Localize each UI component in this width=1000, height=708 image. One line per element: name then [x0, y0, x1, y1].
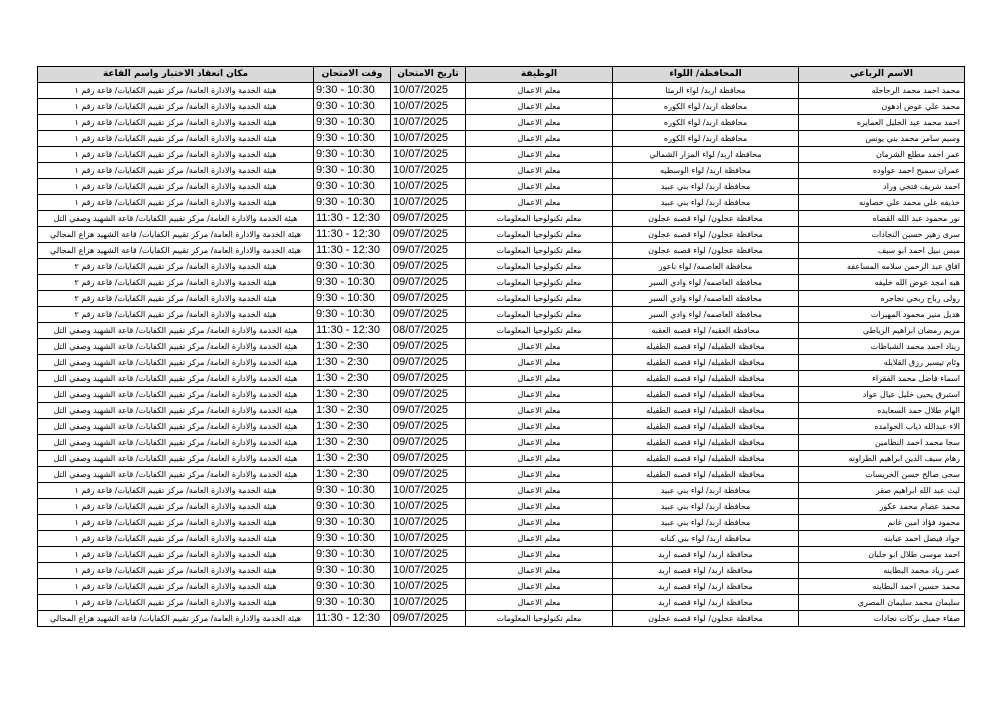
- cell-job: معلم الاعمال: [466, 499, 613, 515]
- cell-date: 10/07/2025: [391, 83, 466, 99]
- cell-time: 1:30 - 2:30: [314, 403, 391, 419]
- cell-date: 09/07/2025: [391, 243, 466, 259]
- table-row: [38, 611, 965, 627]
- cell-name: رولى رباح ربحي نجاجره: [799, 291, 965, 307]
- cell-name: احمد موسى طلال ابو جلبان: [799, 547, 965, 563]
- cell-job: معلم الاعمال: [466, 547, 613, 563]
- cell-date: 10/07/2025: [391, 163, 466, 179]
- cell-job: معلم الاعمال: [466, 131, 613, 147]
- cell-name: حذيفه علي محمد علي خصاونه: [799, 195, 965, 211]
- cell-job: معلم الاعمال: [466, 467, 613, 483]
- cell-date: 10/07/2025: [391, 195, 466, 211]
- table-row: [38, 403, 965, 419]
- cell-time: 9:30 - 10:30: [314, 547, 391, 563]
- cell-name: احمد شريف فتحي وراد: [799, 179, 965, 195]
- cell-time: 1:30 - 2:30: [314, 467, 391, 483]
- cell-date: 09/07/2025: [391, 259, 466, 275]
- cell-job: معلم الاعمال: [466, 115, 613, 131]
- cell-governorate: محافظة اربد/ لواء بني كنانه: [613, 531, 799, 547]
- cell-venue: هيئة الخدمة والادارة العامة/ مركز تقييم الكفايات/ قاعة رقم ٢: [38, 275, 314, 291]
- cell-name: اسماء فاضل محمد الفقراء: [799, 371, 965, 387]
- cell-time: 11:30 - 12:30: [314, 211, 391, 227]
- cell-name: محمد احمد محمد الرحاحله: [799, 83, 965, 99]
- table-row: [38, 371, 965, 387]
- cell-venue: هيئة الخدمة والادارة العامة/ مركز تقييم الكفايات/ قاعة رقم ٢: [38, 291, 314, 307]
- cell-venue: هيئة الخدمة والادارة العامة/ مركز تقييم الكفايات/ قاعة رقم ١: [38, 531, 314, 547]
- cell-date: 09/07/2025: [391, 355, 466, 371]
- cell-date: 09/07/2025: [391, 227, 466, 243]
- cell-date: 09/07/2025: [391, 371, 466, 387]
- cell-job: معلم تكنولوجيا المعلومات: [466, 307, 613, 323]
- table-row: [38, 323, 965, 339]
- cell-name: سجى صالح حسن الخريسات: [799, 467, 965, 483]
- cell-time: 9:30 - 10:30: [314, 515, 391, 531]
- cell-governorate: محافظة اربد/ لواء الكوره: [613, 115, 799, 131]
- cell-name: ليث عبد الله ابراهيم صقر: [799, 483, 965, 499]
- cell-name: ريناد احمد محمد الشباطات: [799, 339, 965, 355]
- cell-name: مريم رمضان ابراهيم الرياطي: [799, 323, 965, 339]
- cell-job: معلم الاعمال: [466, 435, 613, 451]
- table-row: [38, 131, 965, 147]
- cell-venue: هيئة الخدمة والادارة العامة/ مركز تقييم الكفايات/ قاعة الشهيد هزاع المجالي: [38, 243, 314, 259]
- cell-venue: هيئة الخدمة والادارة العامة/ مركز تقييم الكفايات/ قاعة رقم ١: [38, 83, 314, 99]
- cell-governorate: محافظة العاصمه/ لواء وادي السير: [613, 291, 799, 307]
- cell-name: سرى زهير حسين النجادات: [799, 227, 965, 243]
- cell-date: 10/07/2025: [391, 115, 466, 131]
- cell-job: معلم الاعمال: [466, 451, 613, 467]
- cell-date: 10/07/2025: [391, 579, 466, 595]
- cell-time: 9:30 - 10:30: [314, 275, 391, 291]
- cell-time: 9:30 - 10:30: [314, 163, 391, 179]
- cell-venue: هيئة الخدمة والادارة العامة/ مركز تقييم الكفايات/ قاعة رقم ١: [38, 179, 314, 195]
- cell-governorate: محافظة اربد/ لواء بني عبيد: [613, 499, 799, 515]
- cell-job: معلم الاعمال: [466, 83, 613, 99]
- cell-date: 09/07/2025: [391, 275, 466, 291]
- table-row: [38, 595, 965, 611]
- cell-name: محمد عصام محمد عكور: [799, 499, 965, 515]
- table-row: [38, 163, 965, 179]
- cell-governorate: محافظة الطفيله/ لواء قصبه الطفيله: [613, 435, 799, 451]
- cell-job: معلم الاعمال: [466, 531, 613, 547]
- cell-date: 09/07/2025: [391, 435, 466, 451]
- cell-governorate: محافظة العاصمه/ لواء ناعور: [613, 259, 799, 275]
- table-row: [38, 243, 965, 259]
- cell-job: معلم الاعمال: [466, 179, 613, 195]
- cell-time: 9:30 - 10:30: [314, 195, 391, 211]
- cell-time: 9:30 - 10:30: [314, 99, 391, 115]
- cell-governorate: محافظة اربد/ لواء قصبه اربد: [613, 579, 799, 595]
- cell-venue: هيئة الخدمة والادارة العامة/ مركز تقييم الكفايات/ قاعة الشهيد وصفي التل: [38, 419, 314, 435]
- cell-time: 9:30 - 10:30: [314, 179, 391, 195]
- table-row: [38, 259, 965, 275]
- cell-venue: هيئة الخدمة والادارة العامة/ مركز تقييم الكفايات/ قاعة الشهيد هزاع المجالي: [38, 227, 314, 243]
- cell-name: عمر زياد محمد البطاينه: [799, 563, 965, 579]
- cell-date: 09/07/2025: [391, 339, 466, 355]
- cell-date: 09/07/2025: [391, 211, 466, 227]
- cell-date: 10/07/2025: [391, 179, 466, 195]
- cell-venue: هيئة الخدمة والادارة العامة/ مركز تقييم الكفايات/ قاعة الشهيد وصفي التل: [38, 467, 314, 483]
- header-date: تاريخ الامتحان: [391, 67, 466, 83]
- cell-date: 09/07/2025: [391, 611, 466, 627]
- cell-venue: هيئة الخدمة والادارة العامة/ مركز تقييم الكفايات/ قاعة الشهيد هزاع المجالي: [38, 611, 314, 627]
- cell-governorate: محافظة اربد/ لواء قصبه اربد: [613, 595, 799, 611]
- cell-venue: هيئة الخدمة والادارة العامة/ مركز تقييم الكفايات/ قاعة الشهيد وصفي التل: [38, 355, 314, 371]
- table-row: [38, 515, 965, 531]
- cell-venue: هيئة الخدمة والادارة العامة/ مركز تقييم الكفايات/ قاعة الشهيد وصفي التل: [38, 371, 314, 387]
- cell-date: 10/07/2025: [391, 515, 466, 531]
- cell-name: عمران سميح احمد عواوده: [799, 163, 965, 179]
- table-row: [38, 147, 965, 163]
- cell-job: معلم تكنولوجيا المعلومات: [466, 211, 613, 227]
- cell-job: معلم الاعمال: [466, 579, 613, 595]
- cell-venue: هيئة الخدمة والادارة العامة/ مركز تقييم الكفايات/ قاعة الشهيد وصفي التل: [38, 403, 314, 419]
- cell-time: 9:30 - 10:30: [314, 83, 391, 99]
- exam-schedule-table: [37, 66, 965, 627]
- table-row: [38, 563, 965, 579]
- cell-name: عمر احمد مطلع الشرمان: [799, 147, 965, 163]
- cell-job: معلم تكنولوجيا المعلومات: [466, 227, 613, 243]
- table-row: [38, 435, 965, 451]
- cell-job: معلم الاعمال: [466, 387, 613, 403]
- cell-venue: هيئة الخدمة والادارة العامة/ مركز تقييم الكفايات/ قاعة الشهيد وصفي التل: [38, 451, 314, 467]
- cell-time: 9:30 - 10:30: [314, 131, 391, 147]
- table-row: [38, 211, 965, 227]
- cell-governorate: محافظة اربد/ لواء الكوره: [613, 99, 799, 115]
- cell-name: ميس نبيل احمد ابو سيف: [799, 243, 965, 259]
- cell-time: 1:30 - 2:30: [314, 355, 391, 371]
- cell-name: محمود فؤاد امين غانم: [799, 515, 965, 531]
- cell-time: 9:30 - 10:30: [314, 531, 391, 547]
- table-row: [38, 227, 965, 243]
- cell-date: 10/07/2025: [391, 131, 466, 147]
- cell-date: 09/07/2025: [391, 307, 466, 323]
- cell-job: معلم الاعمال: [466, 355, 613, 371]
- cell-venue: هيئة الخدمة والادارة العامة/ مركز تقييم الكفايات/ قاعة رقم ١: [38, 499, 314, 515]
- cell-venue: هيئة الخدمة والادارة العامة/ مركز تقييم الكفايات/ قاعة رقم ١: [38, 115, 314, 131]
- cell-name: الهام طلال حمد السعايده: [799, 403, 965, 419]
- cell-governorate: محافظة العاصمه/ لواء وادي السير: [613, 307, 799, 323]
- cell-time: 1:30 - 2:30: [314, 451, 391, 467]
- cell-date: 10/07/2025: [391, 547, 466, 563]
- cell-date: 10/07/2025: [391, 147, 466, 163]
- exam-schedule-sheet: [37, 66, 964, 627]
- cell-job: معلم تكنولوجيا المعلومات: [466, 291, 613, 307]
- cell-governorate: محافظة اربد/ لواء الوسطيه: [613, 163, 799, 179]
- cell-date: 09/07/2025: [391, 467, 466, 483]
- cell-name: سجا محمد احمد النظامين: [799, 435, 965, 451]
- cell-venue: هيئة الخدمة والادارة العامة/ مركز تقييم الكفايات/ قاعة الشهيد وصفي التل: [38, 435, 314, 451]
- cell-governorate: محافظة عجلون/ لواء قصبه عجلون: [613, 211, 799, 227]
- cell-governorate: محافظة الطفيله/ لواء قصبه الطفيله: [613, 451, 799, 467]
- cell-job: معلم تكنولوجيا المعلومات: [466, 243, 613, 259]
- table-row: [38, 467, 965, 483]
- table-row: [38, 275, 965, 291]
- cell-name: محمد علي عوض ادهون: [799, 99, 965, 115]
- cell-job: معلم تكنولوجيا المعلومات: [466, 323, 613, 339]
- cell-name: صفاء جميل بركات نجادات: [799, 611, 965, 627]
- cell-governorate: محافظة الطفيله/ لواء قصبه الطفيله: [613, 403, 799, 419]
- cell-job: معلم الاعمال: [466, 147, 613, 163]
- table-row: [38, 547, 965, 563]
- cell-name: احمد محمد عبد الجليل العمايره: [799, 115, 965, 131]
- cell-governorate: محافظة الطفيله/ لواء قصبه الطفيله: [613, 355, 799, 371]
- cell-time: 9:30 - 10:30: [314, 291, 391, 307]
- cell-venue: هيئة الخدمة والادارة العامة/ مركز تقييم الكفايات/ قاعة رقم ١: [38, 163, 314, 179]
- table-row: [38, 291, 965, 307]
- cell-date: 10/07/2025: [391, 563, 466, 579]
- table-row: [38, 115, 965, 131]
- cell-venue: هيئة الخدمة والادارة العامة/ مركز تقييم الكفايات/ قاعة رقم ١: [38, 483, 314, 499]
- cell-name: وسيم سامر محمد بني يونس: [799, 131, 965, 147]
- cell-time: 11:30 - 12:30: [314, 243, 391, 259]
- cell-job: معلم الاعمال: [466, 595, 613, 611]
- cell-time: 9:30 - 10:30: [314, 259, 391, 275]
- cell-date: 10/07/2025: [391, 99, 466, 115]
- cell-time: 9:30 - 10:30: [314, 563, 391, 579]
- cell-date: 09/07/2025: [391, 419, 466, 435]
- cell-time: 11:30 - 12:30: [314, 611, 391, 627]
- cell-venue: هيئة الخدمة والادارة العامة/ مركز تقييم الكفايات/ قاعة رقم ١: [38, 147, 314, 163]
- cell-governorate: محافظة الطفيله/ لواء قصبه الطفيله: [613, 467, 799, 483]
- cell-venue: هيئة الخدمة والادارة العامة/ مركز تقييم الكفايات/ قاعة رقم ١: [38, 131, 314, 147]
- cell-job: معلم الاعمال: [466, 99, 613, 115]
- cell-venue: هيئة الخدمة والادارة العامة/ مركز تقييم الكفايات/ قاعة رقم ٢: [38, 259, 314, 275]
- cell-name: سليمان محمد سليمان المصري: [799, 595, 965, 611]
- cell-name: استبرق يحيى خليل عيال عواد: [799, 387, 965, 403]
- header-name: الاسم الرباعي: [799, 67, 965, 83]
- header-venue: مكان انعقاد الاختبار واسم القاعة: [38, 67, 314, 83]
- cell-date: 10/07/2025: [391, 595, 466, 611]
- cell-time: 1:30 - 2:30: [314, 371, 391, 387]
- cell-time: 9:30 - 10:30: [314, 483, 391, 499]
- cell-date: 10/07/2025: [391, 499, 466, 515]
- cell-job: معلم الاعمال: [466, 419, 613, 435]
- cell-name: رهام سيف الدين ابراهيم الطراونه: [799, 451, 965, 467]
- cell-job: معلم الاعمال: [466, 371, 613, 387]
- table-body: [38, 83, 965, 627]
- cell-job: معلم الاعمال: [466, 195, 613, 211]
- cell-venue: هيئة الخدمة والادارة العامة/ مركز تقييم الكفايات/ قاعة الشهيد وصفي التل: [38, 323, 314, 339]
- cell-job: معلم الاعمال: [466, 515, 613, 531]
- cell-time: 9:30 - 10:30: [314, 595, 391, 611]
- cell-governorate: محافظة اربد/ لواء قصبه اربد: [613, 563, 799, 579]
- table-row: [38, 355, 965, 371]
- cell-job: معلم الاعمال: [466, 163, 613, 179]
- cell-time: 9:30 - 10:30: [314, 307, 391, 323]
- cell-venue: هيئة الخدمة والادارة العامة/ مركز تقييم الكفايات/ قاعة رقم ١: [38, 99, 314, 115]
- cell-time: 9:30 - 10:30: [314, 579, 391, 595]
- cell-governorate: محافظة اربد/ لواء المزار الشمالي: [613, 147, 799, 163]
- cell-governorate: محافظة اربد/ لواء بني عبيد: [613, 179, 799, 195]
- cell-venue: هيئة الخدمة والادارة العامة/ مركز تقييم الكفايات/ قاعة الشهيد وصفي التل: [38, 339, 314, 355]
- cell-time: 9:30 - 10:30: [314, 115, 391, 131]
- cell-governorate: محافظة الطفيله/ لواء قصبه الطفيله: [613, 371, 799, 387]
- cell-job: معلم تكنولوجيا المعلومات: [466, 275, 613, 291]
- cell-venue: هيئة الخدمة والادارة العامة/ مركز تقييم الكفايات/ قاعة رقم ١: [38, 563, 314, 579]
- cell-job: معلم تكنولوجيا المعلومات: [466, 259, 613, 275]
- cell-governorate: محافظة العقبه/ لواء قصبه العقبه: [613, 323, 799, 339]
- cell-governorate: محافظة عجلون/ لواء قصبه عجلون: [613, 227, 799, 243]
- table-row: [38, 419, 965, 435]
- table-row: [38, 179, 965, 195]
- header-time: وقت الامتحان: [314, 67, 391, 83]
- cell-date: 09/07/2025: [391, 403, 466, 419]
- cell-job: معلم تكنولوجيا المعلومات: [466, 611, 613, 627]
- cell-venue: هيئة الخدمة والادارة العامة/ مركز تقييم الكفايات/ قاعة رقم ٢: [38, 307, 314, 323]
- cell-name: محمد حسين احمد البطاينه: [799, 579, 965, 595]
- cell-time: 11:30 - 12:30: [314, 323, 391, 339]
- table-row: [38, 483, 965, 499]
- cell-venue: هيئة الخدمة والادارة العامة/ مركز تقييم الكفايات/ قاعة رقم ١: [38, 515, 314, 531]
- table-row: [38, 451, 965, 467]
- table-row: [38, 531, 965, 547]
- cell-job: معلم الاعمال: [466, 563, 613, 579]
- cell-name: جواد فيصل احمد عبابنه: [799, 531, 965, 547]
- cell-venue: هيئة الخدمة والادارة العامة/ مركز تقييم الكفايات/ قاعة رقم ١: [38, 579, 314, 595]
- cell-governorate: محافظة الطفيله/ لواء قصبه الطفيله: [613, 339, 799, 355]
- cell-venue: هيئة الخدمة والادارة العامة/ مركز تقييم الكفايات/ قاعة رقم ١: [38, 595, 314, 611]
- cell-date: 10/07/2025: [391, 483, 466, 499]
- cell-governorate: محافظة العاصمه/ لواء وادي السير: [613, 275, 799, 291]
- cell-time: 9:30 - 10:30: [314, 147, 391, 163]
- cell-governorate: محافظة اربد/ لواء بني عبيد: [613, 515, 799, 531]
- cell-governorate: محافظة اربد/ لواء الكوره: [613, 131, 799, 147]
- table-row: [38, 195, 965, 211]
- cell-venue: هيئة الخدمة والادارة العامة/ مركز تقييم الكفايات/ قاعة الشهيد وصفي التل: [38, 211, 314, 227]
- cell-name: افاق عبد الرحمن سلامه المساعفه: [799, 259, 965, 275]
- cell-governorate: محافظة اربد/ لواء قصبه اربد: [613, 547, 799, 563]
- cell-time: 1:30 - 2:30: [314, 435, 391, 451]
- cell-name: هديل منير محمود المهيرات: [799, 307, 965, 323]
- cell-time: 11:30 - 12:30: [314, 227, 391, 243]
- header-row: [38, 67, 965, 83]
- cell-governorate: محافظة عجلون/ لواء قصبه عجلون: [613, 243, 799, 259]
- table-row: [38, 83, 965, 99]
- header-job: الوظيفة: [466, 67, 613, 83]
- cell-governorate: محافظة الطفيله/ لواء قصبه الطفيله: [613, 387, 799, 403]
- cell-date: 10/07/2025: [391, 531, 466, 547]
- table-row: [38, 339, 965, 355]
- cell-governorate: محافظة عجلون/ لواء قصبه عجلون: [613, 611, 799, 627]
- cell-governorate: محافظة اربد/ لواء الرمثا: [613, 83, 799, 99]
- cell-date: 09/07/2025: [391, 387, 466, 403]
- cell-name: الاء عبدالله ذياب الحوامده: [799, 419, 965, 435]
- header-governorate: المحافظة/ اللواء: [613, 67, 799, 83]
- table-row: [38, 99, 965, 115]
- cell-time: 1:30 - 2:30: [314, 339, 391, 355]
- table-row: [38, 579, 965, 595]
- table-row: [38, 387, 965, 403]
- cell-job: معلم الاعمال: [466, 483, 613, 499]
- cell-time: 9:30 - 10:30: [314, 499, 391, 515]
- cell-date: 09/07/2025: [391, 451, 466, 467]
- cell-name: وئام تيسير رزق القلايله: [799, 355, 965, 371]
- cell-job: معلم الاعمال: [466, 403, 613, 419]
- table-row: [38, 499, 965, 515]
- cell-governorate: محافظة اربد/ لواء بني عبيد: [613, 483, 799, 499]
- cell-time: 1:30 - 2:30: [314, 419, 391, 435]
- cell-time: 1:30 - 2:30: [314, 387, 391, 403]
- cell-venue: هيئة الخدمة والادارة العامة/ مركز تقييم الكفايات/ قاعة رقم ١: [38, 195, 314, 211]
- table-row: [38, 307, 965, 323]
- cell-name: نور محمود عبد الله القضاه: [799, 211, 965, 227]
- cell-name: هبه امجد عوض الله خليفه: [799, 275, 965, 291]
- cell-date: 08/07/2025: [391, 323, 466, 339]
- cell-job: معلم الاعمال: [466, 339, 613, 355]
- cell-venue: هيئة الخدمة والادارة العامة/ مركز تقييم الكفايات/ قاعة رقم ١: [38, 547, 314, 563]
- cell-date: 09/07/2025: [391, 291, 466, 307]
- cell-venue: هيئة الخدمة والادارة العامة/ مركز تقييم الكفايات/ قاعة الشهيد وصفي التل: [38, 387, 314, 403]
- cell-governorate: محافظة اربد/ لواء بني عبيد: [613, 195, 799, 211]
- cell-governorate: محافظة الطفيله/ لواء قصبه الطفيله: [613, 419, 799, 435]
